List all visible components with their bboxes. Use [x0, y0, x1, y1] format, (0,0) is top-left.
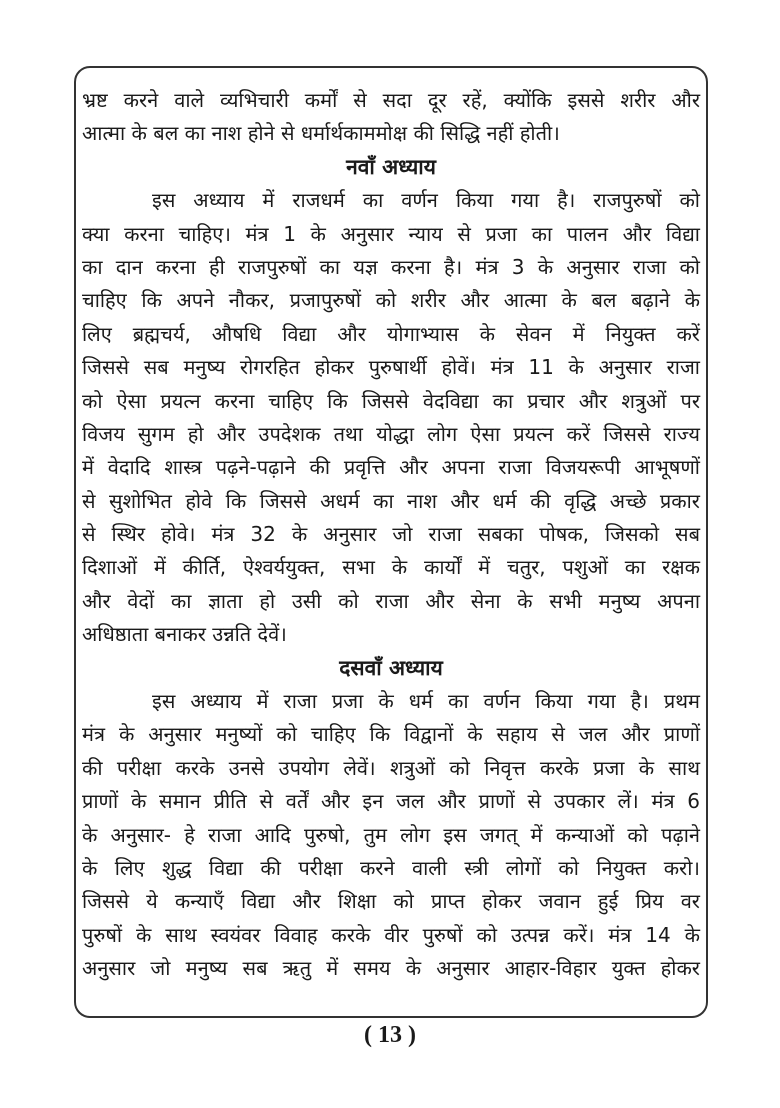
text-line: जिससे सब मनुष्य रोगरहित होकर पुरुषार्थी होवें। मंत्र 11 के अनुसार राजा [82, 355, 700, 380]
text-line: से सुशोभित होवे कि जिससे अधर्म का नाश और धर्म की वृद्धि अच्छे प्रकार [82, 488, 700, 513]
text-line: जिससे ये कन्याएँ विद्या और शिक्षा को प्राप्त होकर जवान हुई प्रिय वर [82, 889, 700, 914]
text-line: में वेदादि शास्त्र पढ़ने-पढ़ाने की प्रवृत्ति और अपना राजा विजयरूपी आभूषणों [82, 455, 700, 480]
text-line: का दान करना ही राजपुरुषों का यज्ञ करना है। मंत्र 3 के अनुसार राजा को [82, 254, 700, 279]
text-line: अधिष्ठाता बनाकर उन्नति देवें। [82, 622, 287, 647]
page-number: ( 13 ) [364, 1022, 416, 1048]
text-line: के लिए शुद्ध विद्या की परीक्षा करने वाली स्त्री लोगों को नियुक्त करो। [82, 855, 700, 880]
text-line: इस अध्याय में राजा प्रजा के धर्म का वर्णन किया गया है। प्रथम [152, 689, 700, 714]
text-line: इस अध्याय में राजधर्म का वर्णन किया गया है। राजपुरुषों को [152, 188, 700, 213]
chapter-heading-9: नवाँ अध्याय [346, 154, 436, 179]
text-line: विजय सुगम हो और उपदेशक तथा योद्धा लोग ऐसा प्रयत्न करें जिससे राज्य [82, 421, 700, 446]
text-line: लिए ब्रह्मचर्य, औषधि विद्या और योगाभ्यास के सेवन में नियुक्त करें [82, 321, 700, 346]
text-line: और वेदों का ज्ञाता हो उसी को राजा और सेना के सभी मनुष्य अपना [82, 588, 700, 613]
text-line: आत्मा के बल का नाश होने से धर्मार्थकाममोक्ष की सिद्धि नहीं होती। [82, 121, 560, 146]
chapter-heading-10: दसवाँ अध्याय [339, 655, 443, 680]
text-line: को ऐसा प्रयत्न करना चाहिए कि जिससे वेदविद्या का प्रचार और शत्रुओं पर [82, 388, 700, 413]
text-line: चाहिए कि अपने नौकर, प्रजापुरुषों को शरीर और आत्मा के बल बढ़ाने के [82, 288, 700, 313]
text-line: के अनुसार- हे राजा आदि पुरुषो, तुम लोग इस जगत् में कन्याओं को पढ़ाने [82, 822, 700, 847]
text-line: मंत्र के अनुसार मनुष्यों को चाहिए कि विद्वानों के सहाय से जल और प्राणों [82, 722, 700, 747]
text-line: अनुसार जो मनुष्य सब ऋतु में समय के अनुसार आहार-विहार युक्त होकर [82, 956, 700, 981]
text-line: की परीक्षा करके उनसे उपयोग लेवें। शत्रुओं को निवृत्त करके प्रजा के साथ [82, 755, 700, 780]
text-line: दिशाओं में कीर्ति, ऐश्वर्ययुक्त, सभा के कार्यों में चतुर, पशुओं का रक्षक [82, 555, 700, 580]
text-line: प्राणों के समान प्रीति से वर्तें और इन जल और प्राणों से उपकार लें। मंत्र 6 [82, 789, 700, 814]
page-body [82, 84, 700, 986]
text-line: क्या करना चाहिए। मंत्र 1 के अनुसार न्याय से प्रजा का पालन और विद्या [82, 221, 700, 246]
text-line: पुरुषों के साथ स्वयंवर विवाह करके वीर पुरुषों को उत्पन्न करें। मंत्र 14 के [82, 922, 700, 947]
text-line: भ्रष्ट करने वाले व्यभिचारी कर्मों से सदा दूर रहें, क्योंकि इससे शरीर और [82, 88, 700, 112]
text-line: से स्थिर होवे। मंत्र 32 के अनुसार जो राजा सबका पोषक, जिसको सब [82, 522, 700, 547]
